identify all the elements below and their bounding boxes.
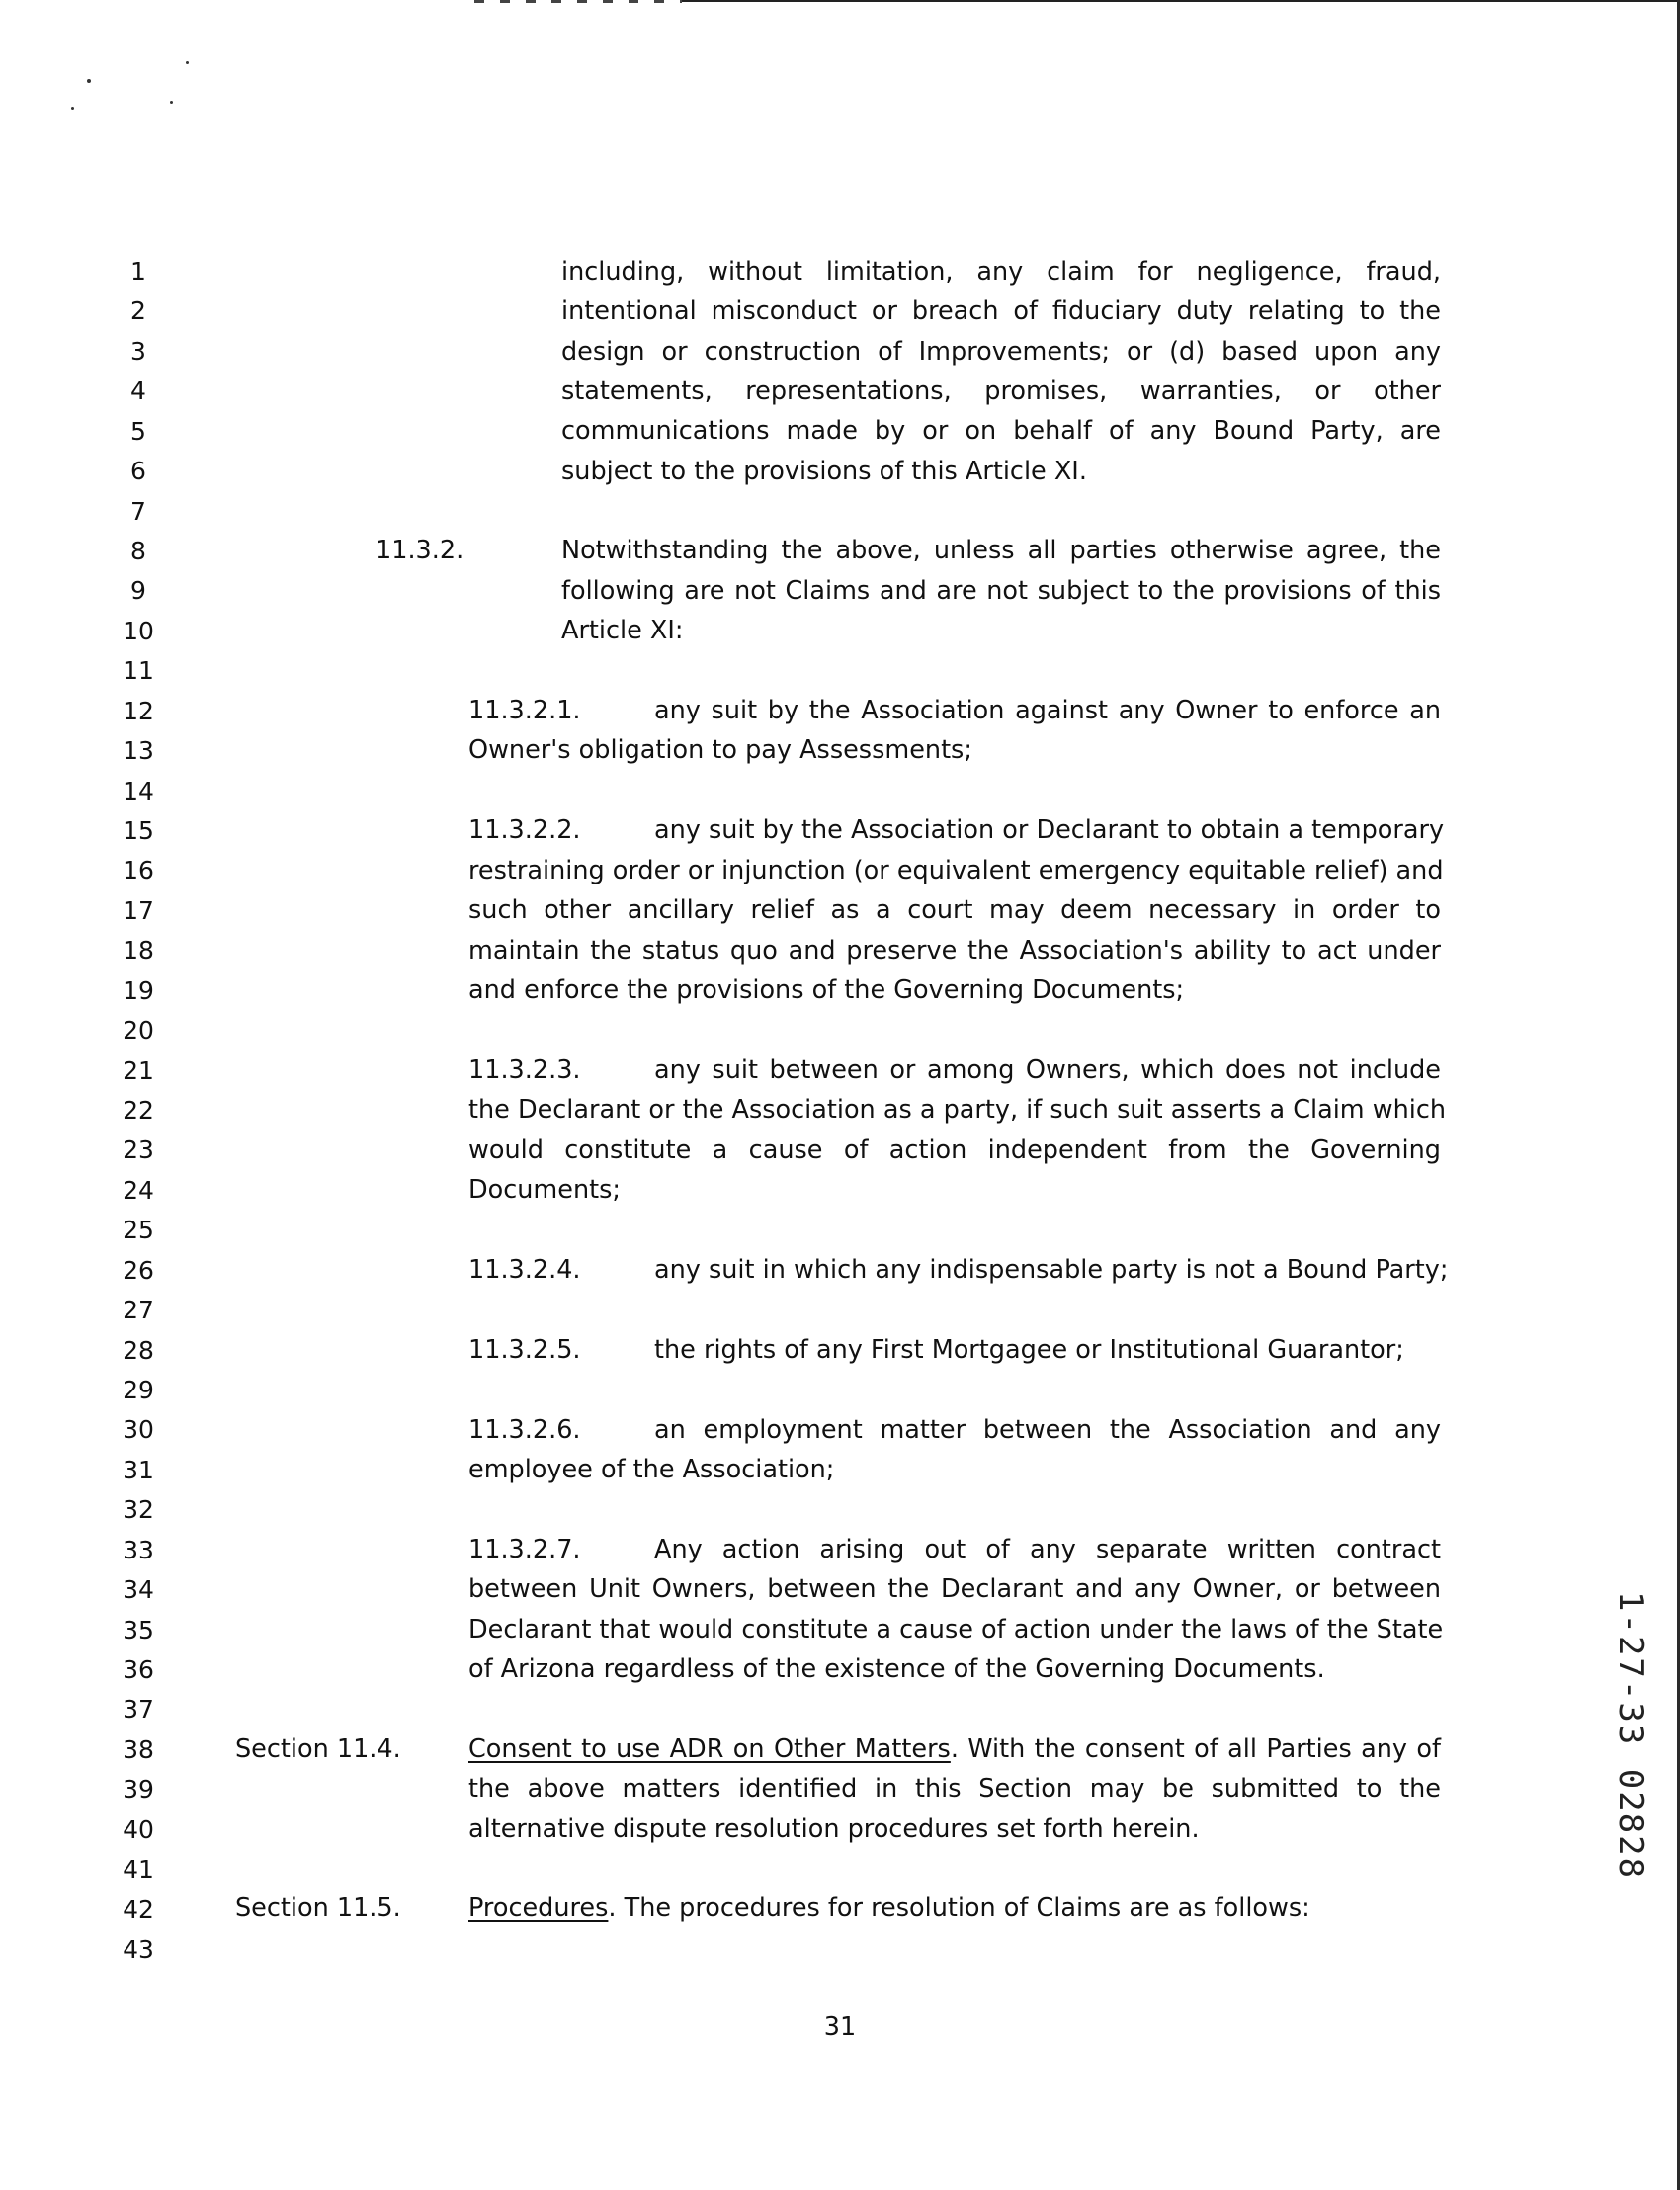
clause-number-11-3-2-1: 11.3.2.1. [468, 696, 581, 725]
section-11-4-line: alternative dispute resolution procedures set forth herein. [468, 1814, 1200, 1844]
line-number: 8 [130, 537, 146, 565]
line-number: 34 [123, 1575, 154, 1605]
line-number: 4 [130, 377, 146, 406]
line-number: 36 [123, 1655, 154, 1685]
line-number: 7 [130, 496, 146, 526]
line-number: 43 [123, 1935, 154, 1965]
section-11-5-heading: Procedures [468, 1894, 609, 1923]
section-label-11-4: Section 11.4. [235, 1734, 401, 1764]
clause-11-3-2-3-line: any suit between or among Owners, which does not include [654, 1055, 1441, 1085]
clause-11-3-2-6-line: an employment matter between the Association and any [654, 1415, 1441, 1445]
scan-top-fragment [474, 0, 682, 3]
line-number: 3 [130, 336, 146, 366]
line-number: 37 [123, 1695, 154, 1725]
line-number: 33 [123, 1535, 154, 1564]
clause-11-3-2-5-line: the rights of any First Mortgagee or Institutional Guarantor; [654, 1335, 1404, 1365]
section-11-3-2-line: following are not Claims and are not subject to the provisions of this [561, 576, 1441, 606]
section-11-3-2-line: Article XI: [561, 616, 684, 645]
clause-11-3-2-1-line: Owner's obligation to pay Assessments; [468, 735, 972, 765]
line-number: 32 [123, 1495, 154, 1525]
section-11-5-first-rest: . The procedures for resolution of Claims are as follows: [608, 1894, 1310, 1923]
scan-top-edge [682, 0, 1680, 2]
line-number: 27 [123, 1296, 154, 1325]
intro-line: subject to the provisions of this Article XI. [561, 457, 1087, 486]
line-number: 11 [123, 656, 154, 686]
line-number: 26 [123, 1255, 154, 1285]
section-11-4-first-line [468, 1734, 1441, 1764]
line-number: 6 [130, 457, 146, 486]
line-number: 10 [123, 616, 154, 645]
line-number: 22 [123, 1096, 154, 1126]
line-number: 40 [123, 1814, 154, 1844]
line-number: 31 [123, 1455, 154, 1484]
clause-11-3-2-3-line: Documents; [468, 1175, 621, 1205]
line-number: 5 [130, 416, 146, 446]
line-number: 20 [123, 1016, 154, 1046]
clause-11-3-2-2-line: maintain the status quo and preserve the Association's ability to act under [468, 936, 1441, 966]
clause-number-11-3-2-2: 11.3.2.2. [468, 815, 581, 845]
line-number: 28 [123, 1335, 154, 1365]
page-number: 31 [823, 2012, 857, 2042]
intro-line: communications made by or on behalf of any Bound Party, are [561, 416, 1441, 446]
line-number: 41 [123, 1855, 154, 1885]
section-11-4-heading: Consent to use ADR on Other Matters [468, 1734, 951, 1764]
scan-speck [71, 107, 74, 110]
line-number: 38 [123, 1734, 154, 1764]
clause-11-3-2-2-line: any suit by the Association or Declarant to obtain a temporary [654, 815, 1445, 845]
intro-line: including, without limitation, any claim for negligence, fraud, [561, 257, 1441, 287]
section-11-4-first-rest: . With the consent of all Parties any of [950, 1734, 1441, 1764]
clause-11-3-2-7-line: of Arizona regardless of the existence of the Governing Documents. [468, 1654, 1325, 1684]
line-number: 17 [123, 895, 154, 925]
section-11-4-line: the above matters identified in this Section may be submitted to the [468, 1774, 1441, 1804]
line-number: 30 [123, 1415, 154, 1445]
clause-11-3-2-2-line: such other ancillary relief as a court may deem necessary in order to [468, 895, 1441, 925]
clause-number-11-3-2-4: 11.3.2.4. [468, 1255, 581, 1285]
line-number: 2 [130, 296, 146, 326]
line-number: 9 [130, 576, 146, 606]
clause-11-3-2-3-line: the Declarant or the Association as a party, if such suit asserts a Claim which [468, 1095, 1447, 1125]
line-number: 24 [123, 1175, 154, 1205]
recording-stamp-text: 1-27-33 02828 [1611, 1591, 1650, 1881]
line-number: 23 [123, 1136, 154, 1165]
clause-11-3-2-7-line: between Unit Owners, between the Declarant and any Owner, or between [468, 1574, 1441, 1604]
intro-line: intentional misconduct or breach of fiduciary duty relating to the [561, 296, 1441, 326]
line-number: 1 [130, 257, 146, 286]
clause-11-3-2-7-line: Declarant that would constitute a cause of action under the laws of the State [468, 1615, 1444, 1644]
line-number: 21 [123, 1055, 154, 1085]
line-number: 25 [123, 1216, 154, 1245]
clause-number-11-3-2-6: 11.3.2.6. [468, 1415, 581, 1445]
scan-speck [170, 101, 173, 104]
clause-11-3-2-2-line: and enforce the provisions of the Governing Documents; [468, 975, 1185, 1005]
scan-speck [87, 79, 91, 83]
line-number: 39 [123, 1775, 154, 1805]
line-number: 15 [123, 816, 154, 846]
line-number: 29 [123, 1376, 154, 1405]
scan-speck [186, 61, 189, 64]
intro-line: statements, representations, promises, warranties, or other [561, 377, 1441, 406]
line-number: 12 [123, 696, 154, 725]
section-11-5-line [468, 1894, 1310, 1923]
clause-number-11-3-2-3: 11.3.2.3. [468, 1055, 581, 1085]
clause-11-3-2-3-line: would constitute a cause of action independent from the Governing [468, 1136, 1441, 1165]
clause-11-3-2-7-line: Any action arising out of any separate written contract [654, 1535, 1441, 1564]
line-number: 16 [123, 856, 154, 885]
clause-11-3-2-2-line: restraining order or injunction (or equivalent emergency equitable relief) and [468, 856, 1444, 885]
clause-11-3-2-6-line: employee of the Association; [468, 1455, 835, 1484]
clause-number-11-3-2-7: 11.3.2.7. [468, 1535, 581, 1564]
line-number: 14 [123, 776, 154, 805]
section-11-3-2-line: Notwithstanding the above, unless all parties otherwise agree, the [561, 536, 1441, 565]
line-number: 19 [123, 975, 154, 1005]
clause-11-3-2-1-line: any suit by the Association against any Owner to enforce an [654, 696, 1441, 725]
section-number-11-3-2: 11.3.2. [376, 536, 464, 565]
line-number: 18 [123, 936, 154, 966]
clause-number-11-3-2-5: 11.3.2.5. [468, 1335, 581, 1365]
intro-line: design or construction of Improvements; or (d) based upon any [561, 337, 1441, 367]
line-number: 42 [123, 1895, 154, 1924]
line-number: 35 [123, 1615, 154, 1644]
section-label-11-5: Section 11.5. [235, 1894, 401, 1923]
line-number: 13 [123, 736, 154, 766]
recording-stamp [1571, 1581, 1660, 1881]
clause-11-3-2-4-line: any suit in which any indispensable party is not a Bound Party; [654, 1255, 1449, 1285]
